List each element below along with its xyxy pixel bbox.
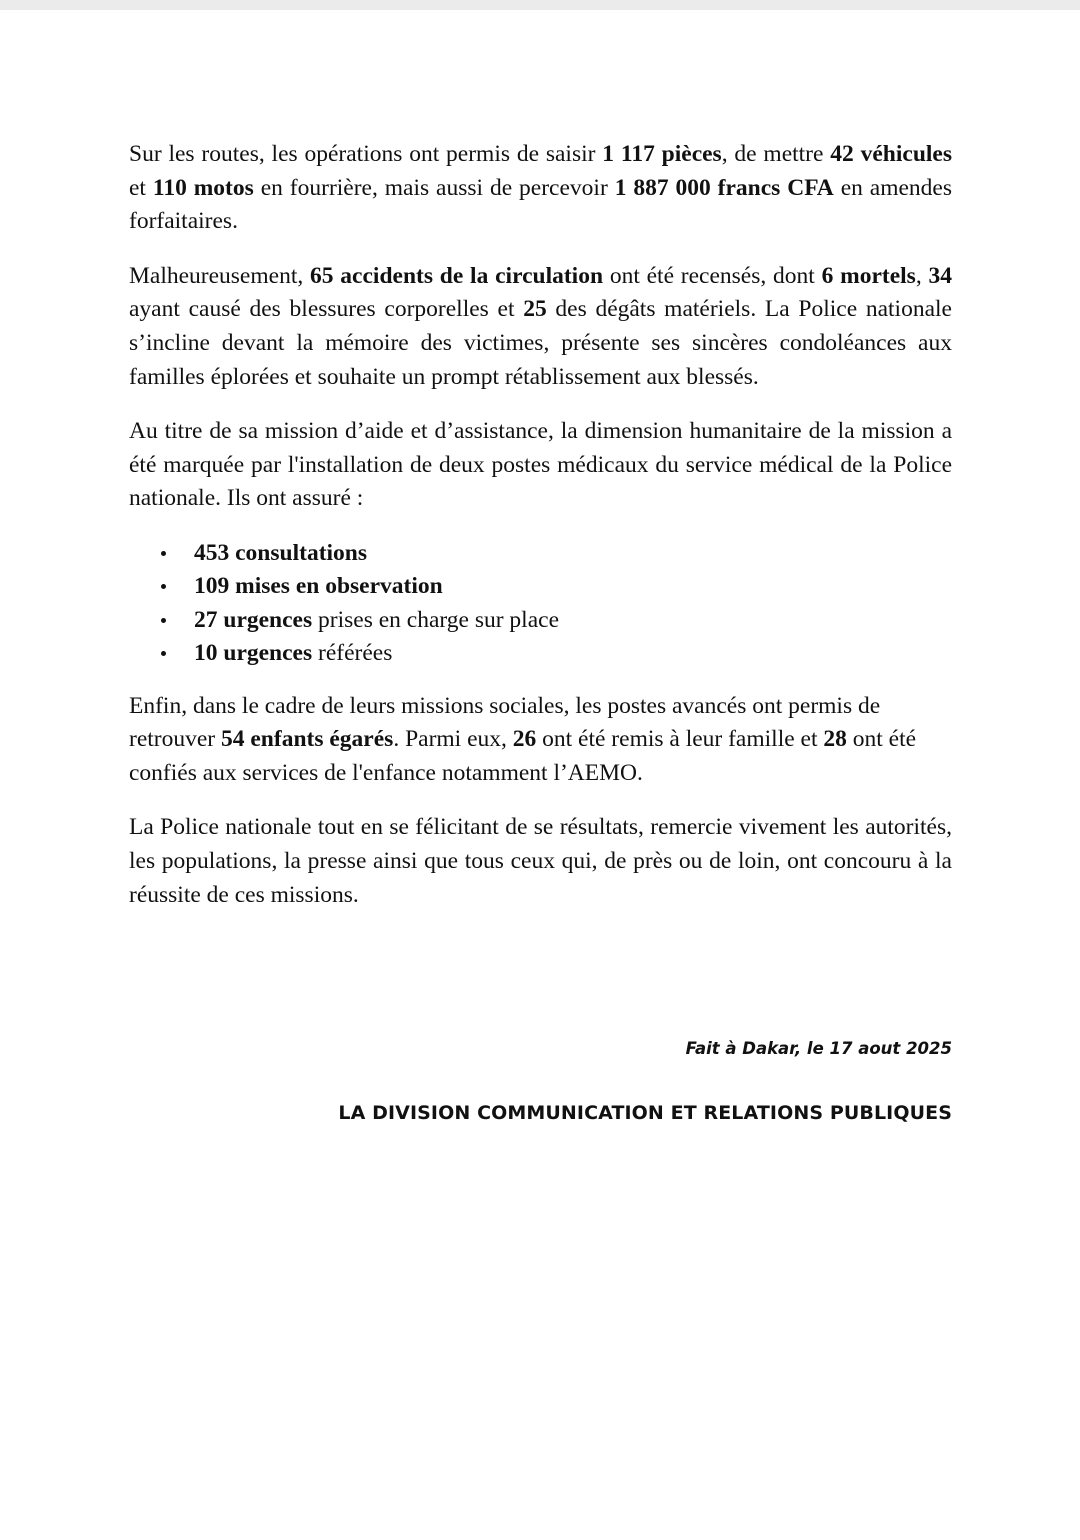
bullet-dot-icon — [161, 584, 166, 589]
list-item-rest: prises en charge sur place — [312, 606, 560, 633]
p4-text: . Parmi eux, — [393, 726, 513, 753]
p4-children-count: 54 enfants égarés — [221, 726, 394, 753]
p4-text: ont été confiés aux services de l'enfance notamment l’AEMO. — [129, 726, 917, 786]
list-item-bold: 453 consultations — [194, 539, 368, 566]
p2-text: ayant causé des blessures corporelles et — [129, 296, 524, 323]
list-item — [129, 604, 952, 637]
list-item-bold: 109 mises en observation — [194, 573, 443, 600]
list-item-bold: 10 urgences — [194, 640, 313, 667]
p1-text: , de mettre — [721, 141, 831, 167]
p4-text: Enfin, dans le cadre de leurs missions sociales, les postes avancés ont permis de retrouver — [129, 692, 881, 753]
p1-vehicles-count: 42 véhicules — [830, 141, 952, 167]
bullet-dot-icon — [161, 551, 166, 556]
p1-text: et — [129, 174, 153, 201]
p2-text: des dégâts matériels. La Police nationale s’incline devant la mémoire des victimes, présente ses sincères condoléances aux familles éplorées et souhaite un prompt rétablissement aux blessés. — [129, 296, 952, 390]
p1-pieces-count: 1 117 pièces — [602, 141, 722, 167]
p1-text: Sur les routes, les opérations ont permis de saisir — [129, 141, 603, 167]
p4-entrusted-count: 28 — [823, 726, 847, 753]
paragraph-thanks: La Police nationale tout en se félicitant de se résultats, remercie vivement les autorités, les populations, la presse ainsi que tous ceux qui, de près ou de loin, ont concouru à la réussite de ces missions. — [129, 814, 952, 908]
bullet-dot-icon — [161, 618, 166, 623]
paragraph-road-operations — [129, 138, 952, 239]
p1-motos-count: 110 motos — [152, 174, 254, 201]
bullet-dot-icon — [161, 651, 166, 656]
p4-returned-count: 26 — [512, 726, 537, 753]
p2-text: , — [915, 262, 929, 289]
document-signature: LA DIVISION COMMUNICATION ET RELATIONS PUBLIQUES — [338, 1102, 952, 1124]
p1-fines-amount: 1 887 000 francs CFA — [614, 174, 834, 201]
list-item-bold: 27 urgences — [194, 606, 313, 633]
list-item — [129, 570, 952, 603]
paragraph-accidents — [129, 260, 952, 394]
list-item-rest: référées — [312, 640, 393, 667]
p2-fatal-count: 6 mortels — [821, 262, 916, 289]
p1-text: en amendes forfaitaires. — [129, 174, 952, 235]
medical-stats-list — [129, 537, 952, 671]
p2-text: ont été recensés, dont — [603, 262, 822, 289]
p1-text: en fourrière, mais aussi de percevoir — [253, 174, 615, 201]
p2-injury-count: 34 — [928, 262, 953, 289]
list-item — [129, 537, 952, 570]
p2-accidents-count: 65 accidents de la circulation — [310, 262, 604, 289]
p2-damage-count: 25 — [523, 296, 547, 323]
list-item — [129, 637, 952, 670]
paragraph-humanitarian: Au titre de sa mission d’aide et d’assistance, la dimension humanitaire de la mission a été marquée par l'installation de deux postes médicaux du service médical de la Police nationale. Ils ont assuré : — [129, 418, 952, 512]
p4-text: ont été remis à leur famille et — [536, 726, 824, 753]
p2-text: Malheureusement, — [129, 262, 311, 289]
document-date: Fait à Dakar, le 17 aout 2025 — [685, 1039, 952, 1058]
paragraph-children — [129, 690, 952, 791]
document-body — [129, 138, 952, 933]
top-border-strip — [0, 0, 1080, 10]
